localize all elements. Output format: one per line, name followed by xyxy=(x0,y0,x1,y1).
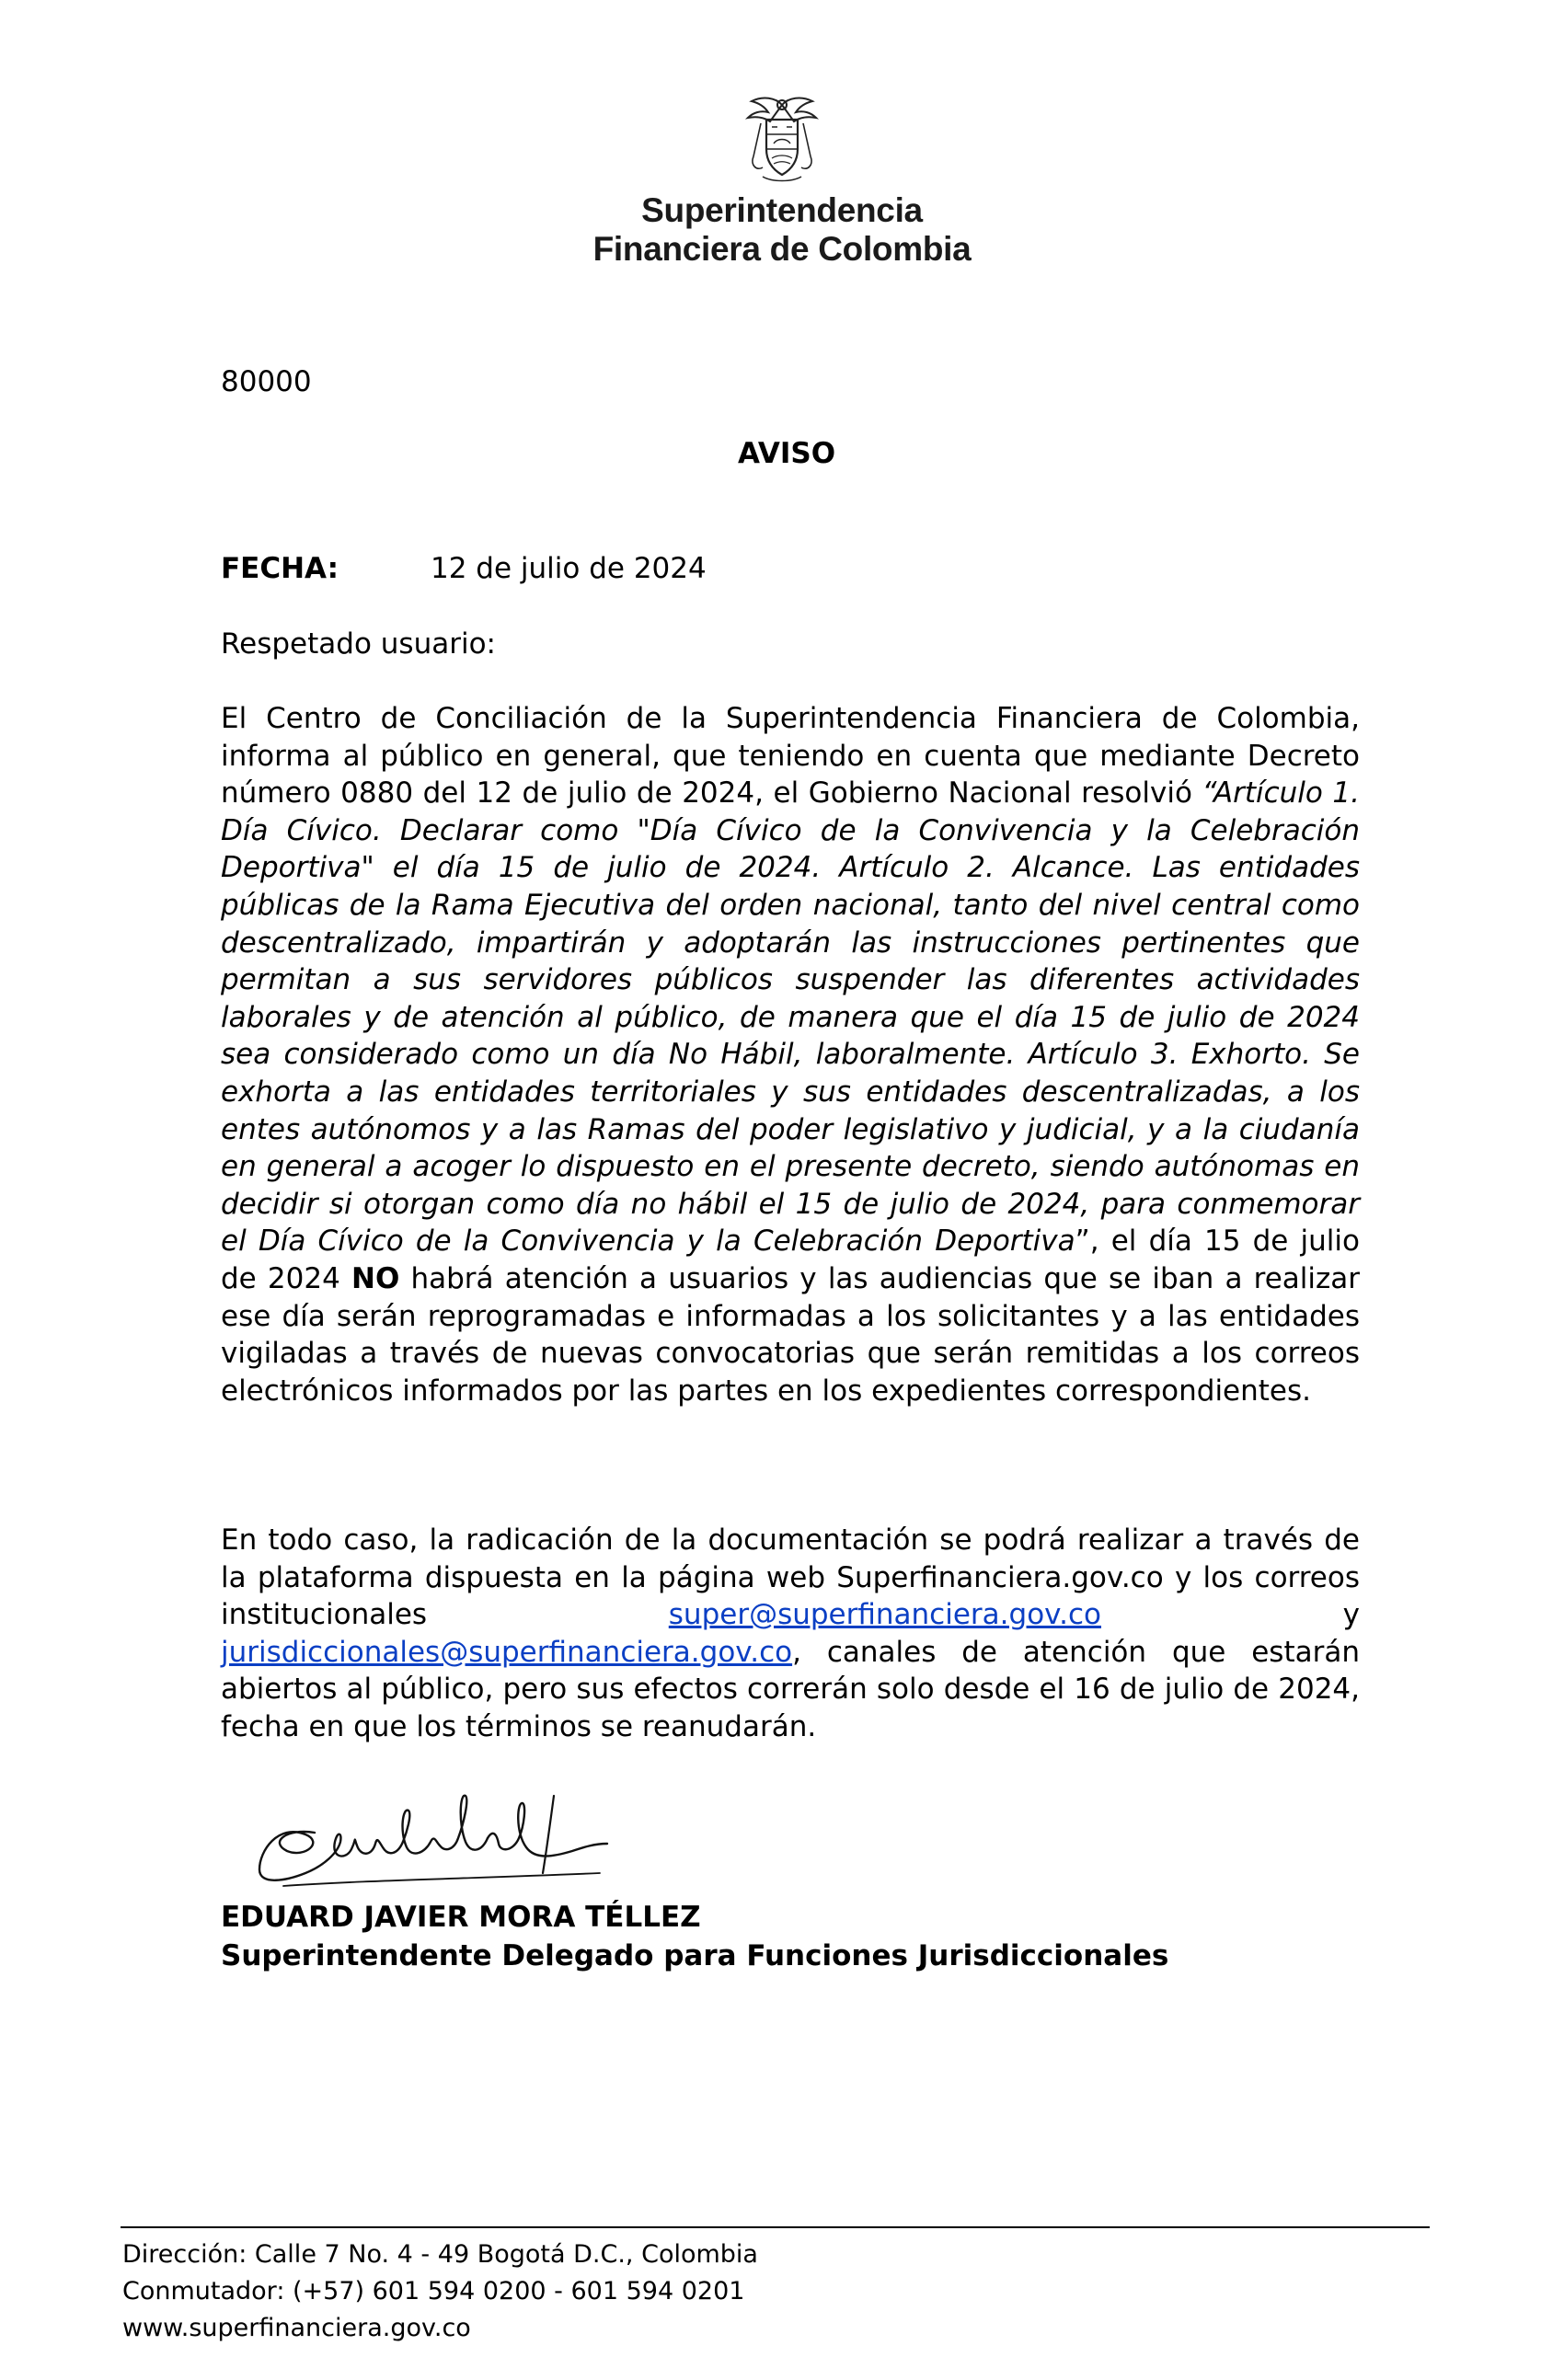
date-label: FECHA: xyxy=(221,552,339,585)
entity-name xyxy=(0,191,1564,269)
email-link-super[interactable]: super@superfinanciera.gov.co xyxy=(668,1598,1101,1632)
signer-block xyxy=(221,1898,1168,1975)
footer-phone: Conmutador: (+57) 601 594 0200 - 601 594 0201 xyxy=(122,2277,745,2305)
email-link-jurisdiccionales[interactable]: jurisdiccionales@superfinanciera.gov.co xyxy=(221,1635,793,1669)
entity-name-line1: Superintendencia xyxy=(641,191,923,229)
paragraph-1-intro: El Centro de Conciliación de la Superintendencia Financiera de Colombia, informa al público en general, que teniendo en cuenta que mediante Decreto número 0880 del 12 de julio de 2024, el Gobierno Nacional resolvió xyxy=(221,702,1360,811)
paragraph-1-rest: habrá atención a usuarios y las audiencias que se iban a realizar ese día serán reprogramadas e informadas a los solicitantes y a las entidades vigiladas a través de nuevas convocatorias que serán remitidas a los correos electrónicos informados por las partes en los expedientes correspondientes. xyxy=(221,1261,1360,1408)
paragraph-2-rest: , canales de atención que estarán abiertos al público, pero sus efectos correrán solo desde el 16 de julio de 2024, fecha en que los términos se reanudarán. xyxy=(221,1635,1360,1743)
document-code: 80000 xyxy=(221,365,312,398)
body-paragraph-2 xyxy=(221,1522,1360,1746)
footer xyxy=(122,2236,758,2347)
document-title: AVISO xyxy=(737,437,836,470)
entity-name-line2: Financiera de Colombia xyxy=(592,230,972,268)
paragraph-1-after-quote: ”, el día 15 de julio de 2024 xyxy=(221,1224,1360,1295)
emphasis-no: NO xyxy=(351,1261,400,1295)
paragraph-2-intro: En todo caso, la radicación de la documentación se podrá realizar a través de la plataforma dispuesta en la página web Superfinanciera.gov.co y los correos institucionales xyxy=(221,1523,1360,1632)
handwritten-signature xyxy=(250,1777,637,1902)
footer-address: Dirección: Calle 7 No. 4 - 49 Bogotá D.C., Colombia xyxy=(122,2240,758,2269)
signer-name: EDUARD JAVIER MORA TÉLLEZ xyxy=(221,1901,701,1934)
decree-quote: “Artículo 1. Día Cívico. Declarar como "Día Cívico de la Convivencia y la Celebración Deportiva" el día 15 de julio de 2024. Artículo 2. Alcance. Las entidades públicas de la Rama Ejecutiva del orden nacional, tanto del nivel central como descentralizado, impartirán y adoptarán las instrucciones pertinentes que permitan a sus servidores públicos suspender las diferentes actividades laborales y de atención al público, de manera que el día 15 de julio de 2024 sea considerado como un día No Hábil, laboralmente. Artículo 3. Exhorto. Se exhorta a las entidades territoriales y sus entidades descentralizadas, a los entes autónomos y a las Ramas del poder legislativo y judicial, y a la ciudanía en general a acoger lo dispuesto en el presente decreto, siendo autónomas en decidir si otorgan como día no hábil el 15 de julio de 2024, para conmemorar el Día Cívico de la Convivencia y la Celebración Deportiva xyxy=(221,776,1360,1259)
greeting: Respetado usuario: xyxy=(221,627,496,661)
signer-title: Superintendente Delegado para Funciones Jurisdiccionales xyxy=(221,1939,1169,1972)
body-paragraph-1 xyxy=(221,700,1360,1409)
paragraph-2-and: y xyxy=(1100,1598,1360,1632)
footer-website[interactable]: www.superfinanciera.gov.co xyxy=(122,2314,471,2342)
header-logo xyxy=(0,92,1564,269)
footer-divider xyxy=(121,2226,1430,2228)
date-value: 12 de julio de 2024 xyxy=(431,552,707,585)
coat-of-arms-icon xyxy=(741,92,823,184)
date-row xyxy=(221,550,1360,588)
